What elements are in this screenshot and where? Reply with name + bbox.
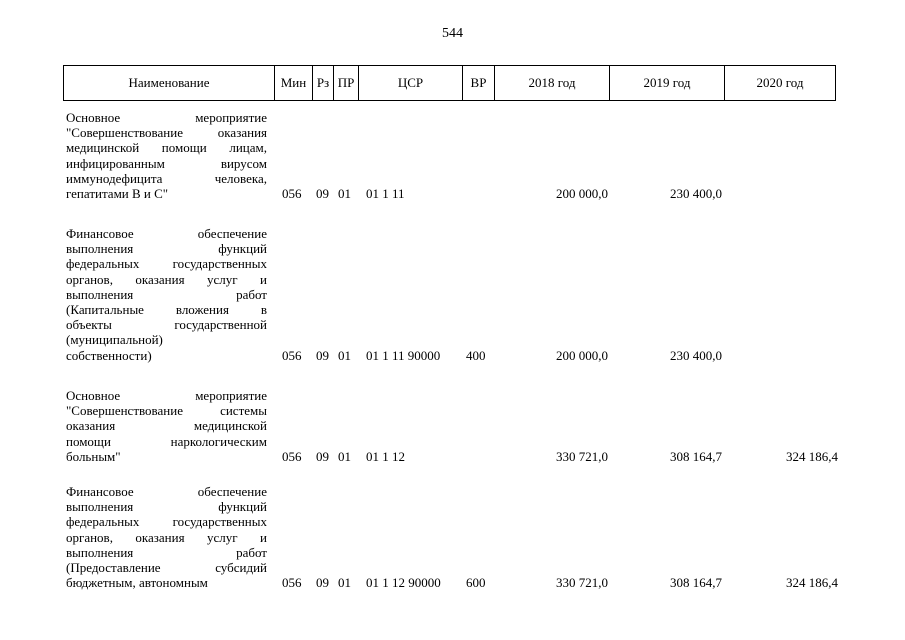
row-name [66,226,267,363]
header-2018: 2018 год [495,66,610,100]
cell-min: 056 [282,575,302,591]
cell-min: 056 [282,448,302,464]
cell-csr: 01 1 11 90000 [366,347,441,363]
cell-min: 056 [282,186,302,201]
row-name-line: оказания медицинской [66,418,267,434]
cell-rz: 09 [316,575,329,591]
row-name-line: выполнения работ [66,286,267,302]
header-2020: 2020 год [756,75,804,90]
cell-min: 056 [282,347,302,363]
row-name-line: Финансовое обеспечение [66,226,267,241]
header-min: Мин [275,66,313,100]
cell-2018: 200 000,0 [556,186,608,201]
row-name-line: помощи наркологическим [66,433,267,449]
row-name-line: (муниципальной) [66,332,163,348]
row-name [66,388,267,464]
cell-rz: 09 [316,448,329,464]
row-name-line: собственности) [66,347,152,363]
row-name-line: Финансовое обеспечение [66,484,267,499]
row-name-line: выполнения функций [66,241,267,257]
header-2019: 2019 год [610,66,725,100]
cell-2018: 200 000,0 [556,347,608,363]
row-name-line: "Совершенствование оказания [66,125,267,141]
row-name-line: выполнения работ [66,544,267,560]
cell-2020: 324 186,4 [786,448,838,464]
cell-vr: 600 [466,575,486,591]
row-name-line: выполнения функций [66,499,267,515]
row-name-line: "Совершенствование системы [66,403,267,419]
row-name [66,484,267,590]
cell-pr: 01 [338,575,351,591]
row-name [66,110,267,201]
cell-rz: 09 [316,186,329,201]
header-rz: Рз [313,66,334,100]
page-number: 544 [442,26,463,41]
row-name-line: федеральных государственных [66,256,267,272]
row-name-line: органов, оказания услуг и [66,529,267,545]
row-name-line: объекты государственной [66,317,267,333]
cell-2018: 330 721,0 [556,575,608,591]
cell-2019: 308 164,7 [670,448,722,464]
cell-csr: 01 1 12 90000 [366,575,441,591]
cell-csr: 01 1 11 [366,186,405,201]
cell-rz: 09 [316,347,329,363]
cell-pr: 01 [338,448,351,464]
cell-2019: 308 164,7 [670,575,722,591]
cell-csr: 01 1 12 [366,448,405,464]
cell-pr: 01 [338,186,351,201]
row-name-line: (Капитальные вложения в [66,302,267,318]
row-name-line: гепатитами В и С" [66,186,169,202]
row-name-line: Основное мероприятие [66,110,267,125]
header-vr: ВР [463,66,495,100]
row-name-line: (Предоставление субсидий [66,560,267,576]
row-name-line: органов, оказания услуг и [66,271,267,287]
cell-2019: 230 400,0 [670,347,722,363]
header-csr: ЦСР [359,66,463,100]
cell-pr: 01 [338,347,351,363]
row-name-line: инфицированным вирусом [66,155,267,171]
row-name-line: медицинской помощи лицам, [66,140,267,156]
row-name-line: бюджетным, автономным [66,575,208,591]
row-name-line: больным" [66,448,121,464]
cell-2020: 324 186,4 [786,575,838,591]
row-name-line: Основное мероприятие [66,388,267,403]
row-name-line: иммунодефицита человека, [66,170,267,186]
cell-2018: 330 721,0 [556,448,608,464]
table-header [63,65,836,101]
cell-vr: 400 [466,347,486,363]
row-name-line: федеральных государственных [66,514,267,530]
cell-2019: 230 400,0 [670,186,722,201]
header-pr: ПР [334,66,359,100]
header-name: Наименование [64,66,275,100]
